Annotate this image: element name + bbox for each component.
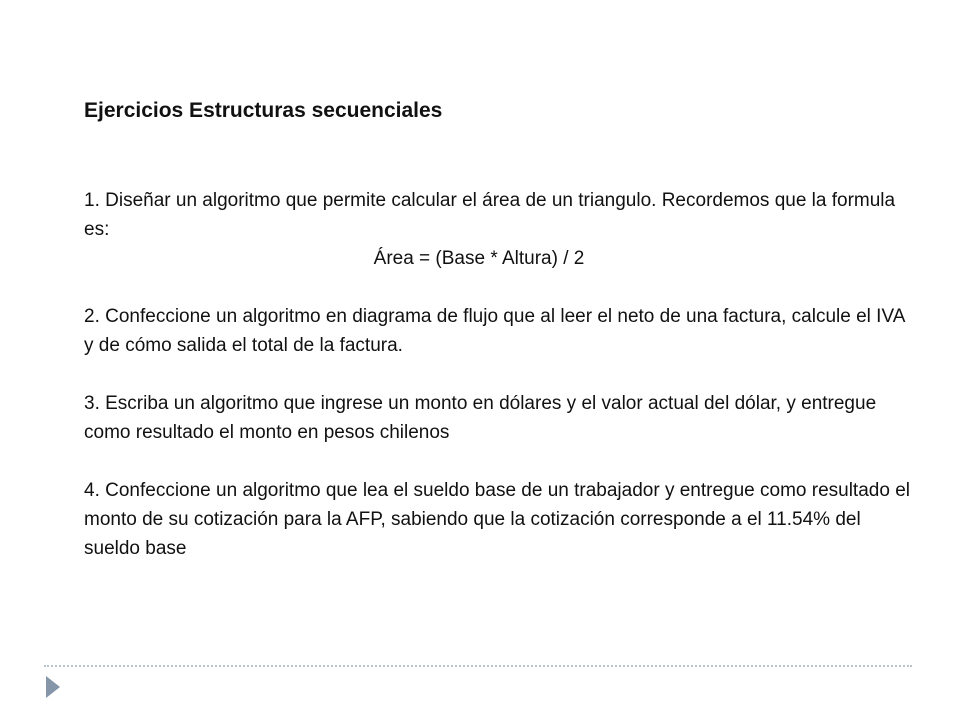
exercise-1-text: 1. Diseñar un algoritmo que permite calcular el área de un triangulo. Recordemos que la formula es: (84, 190, 896, 240)
exercise-4-text: 4. Confeccione un algoritmo que lea el sueldo base de un trabajador y entregue como resultado el monto de su cotización para la AFP, sabiendo que la cotización corresponde a el 11.54% del sueldo base (84, 480, 910, 559)
slide-content (84, 96, 914, 563)
triangle-arrow-icon (46, 676, 60, 698)
exercise-2-text: 2. Confeccione un algoritmo en diagrama de flujo que al leer el neto de una factura, calcule el IVA y de cómo salida el total de la factura. (84, 306, 905, 356)
exercise-1-formula: Área = (Base * Altura) / 2 (373, 248, 585, 269)
slide-title: Ejercicios Estructuras secuenciales (84, 99, 443, 122)
spacer (84, 360, 914, 389)
footer-divider (44, 665, 912, 667)
exercise-3-text: 3. Escriba un algoritmo que ingrese un monto en dólares y el valor actual del dólar, y entregue como resultado el monto en pesos chilenos (84, 393, 877, 443)
spacer (84, 447, 914, 476)
spacer (84, 273, 914, 302)
